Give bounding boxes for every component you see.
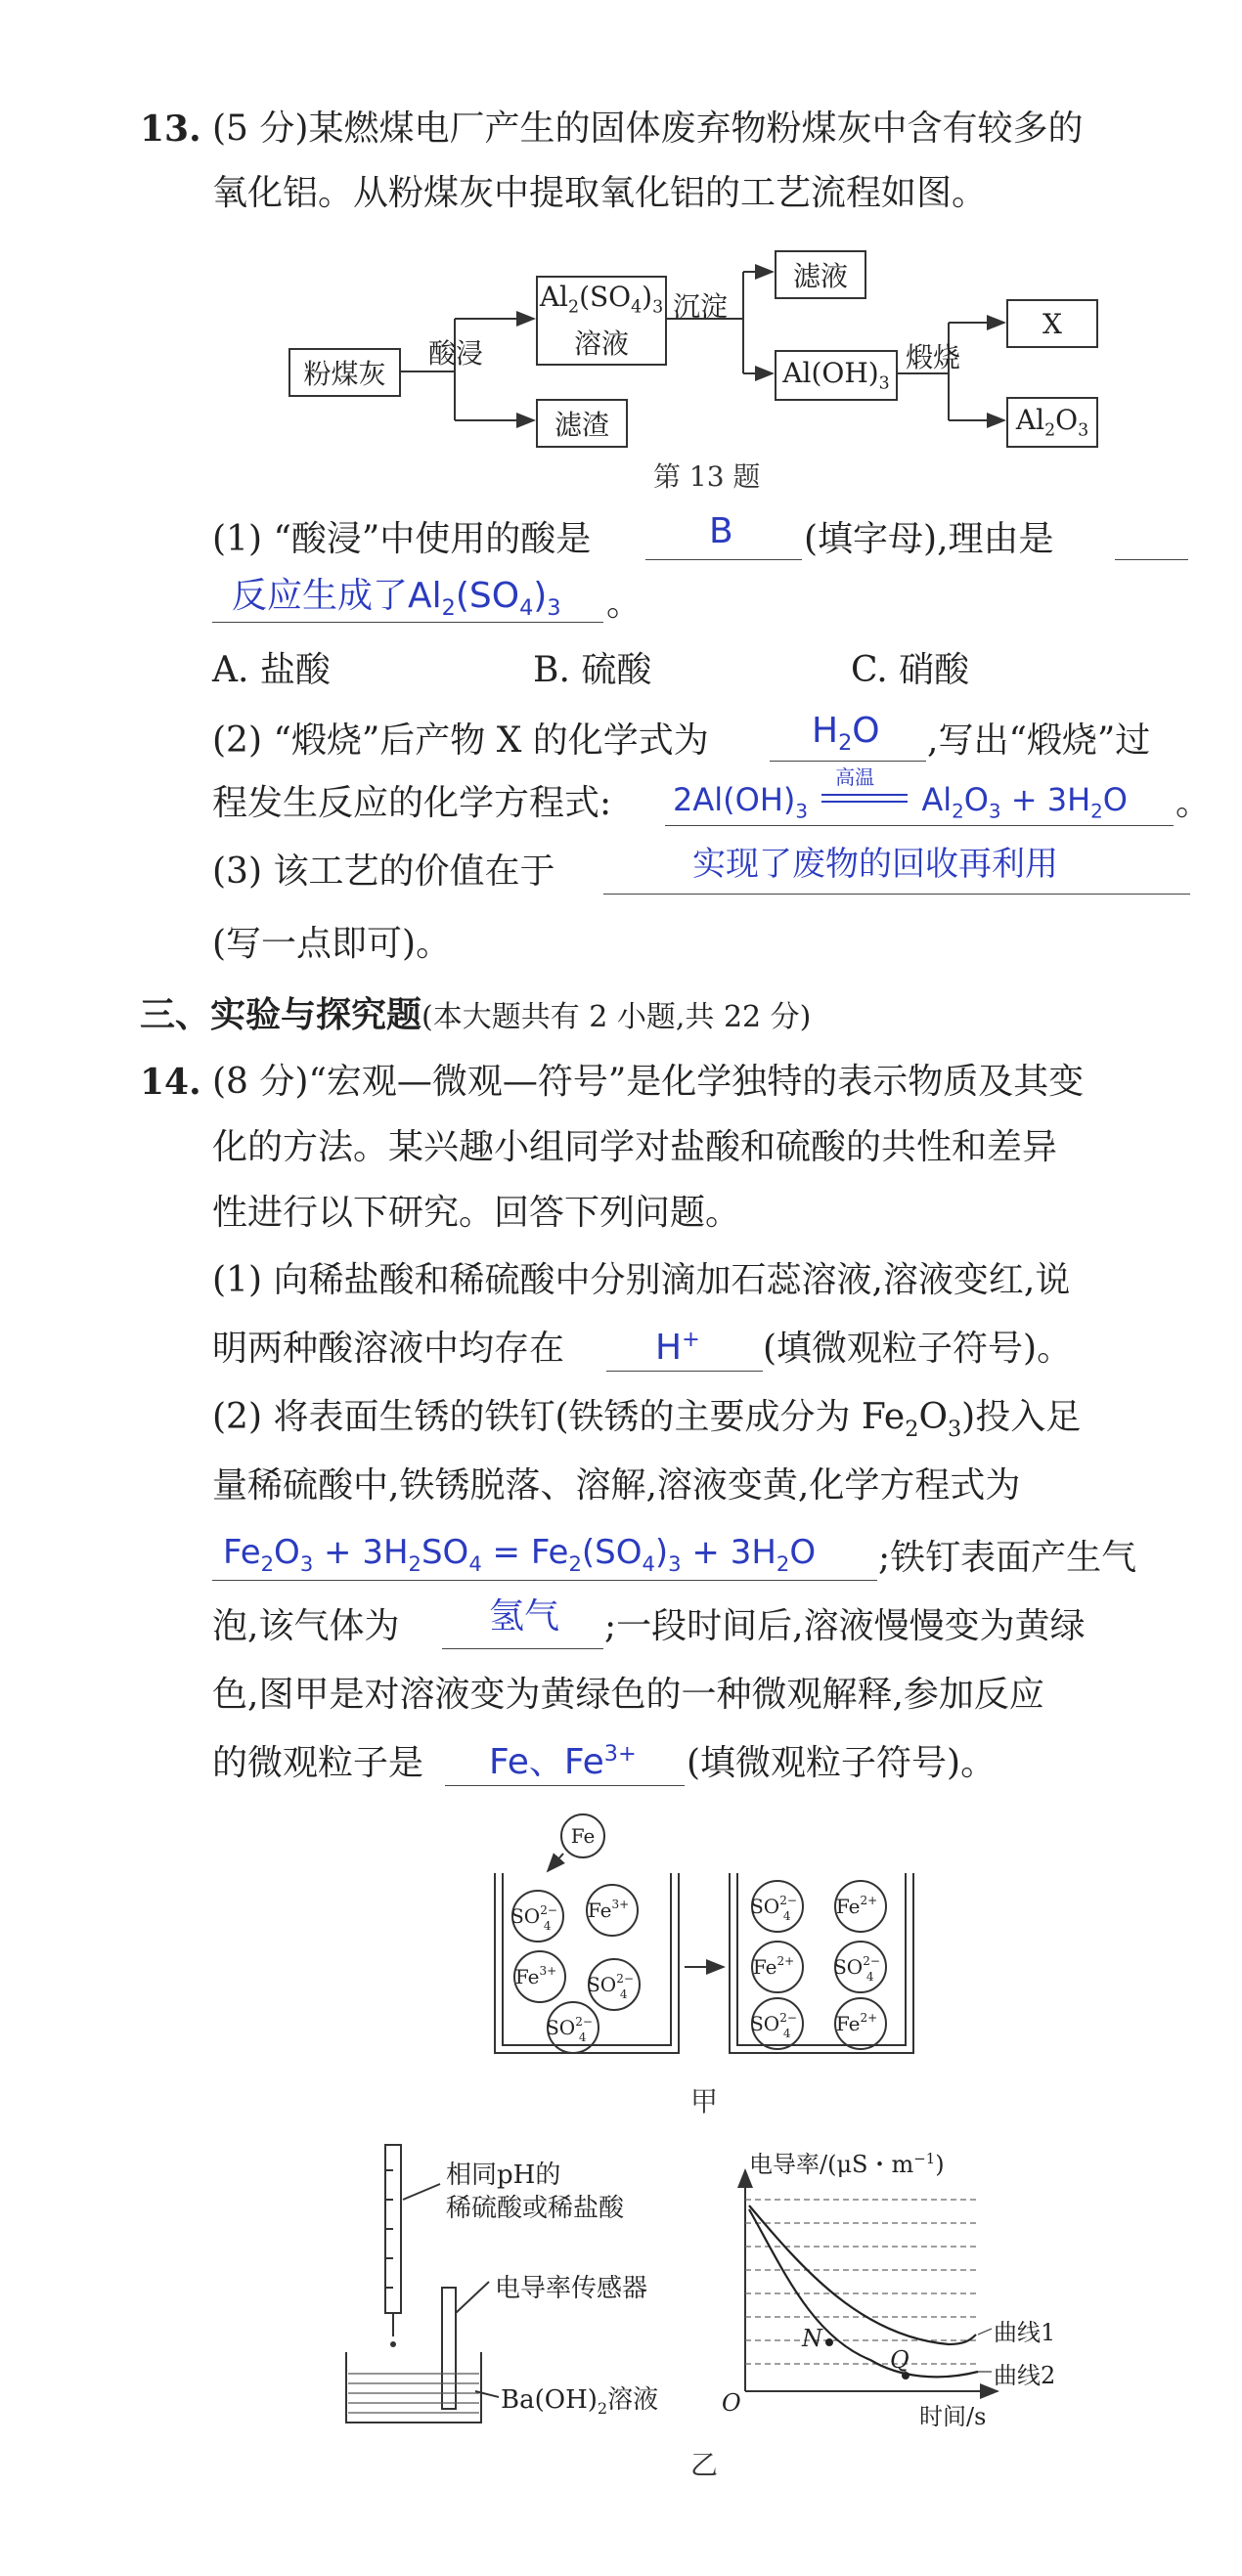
figure-yi-apparatus — [333, 2141, 704, 2434]
q13-p3-prefix: (3) 该工艺的价值在于 — [212, 851, 555, 892]
answer-blank — [442, 1648, 603, 1649]
curve-2-label: 曲线2 — [994, 2362, 1056, 2389]
answer-blank — [1115, 559, 1188, 560]
q13-flowchart — [284, 260, 1115, 469]
label-sensor: 电导率传感器 — [495, 2274, 648, 2303]
q13-p1-end: 。 — [606, 584, 643, 624]
option-c: C. 硝酸 — [851, 650, 970, 690]
formula-al2o3: $Al_2O_3$ — [1015, 404, 1089, 441]
q14-number: 14. — [140, 1062, 201, 1103]
q14-p2-line3-end: ;铁钉表面产生气 — [878, 1538, 1137, 1578]
formula-aloh3: $Al(OH)_3$ — [782, 357, 890, 394]
label-baoh2-solution: $Ba(OH)_2$溶液 — [501, 2385, 659, 2419]
q13-p2-mid: ,写出“煅烧”过 — [927, 720, 1151, 761]
formula-al2so43: $Al_2(SO_4)_3$ — [539, 280, 664, 318]
box-lvzha: 滤渣 — [536, 399, 628, 448]
q14-p2-gas: 氢气 — [489, 1596, 560, 1637]
particle-so4: $SO^{2-}$ 4 — [587, 1972, 634, 2001]
box-fenmeihui: 粉煤灰 — [288, 348, 401, 397]
particle-so4: $SO^{2-}$ 4 — [546, 2015, 593, 2044]
conductivity-graph — [714, 2151, 1086, 2444]
answer-blank — [606, 1371, 763, 1372]
q13-p2-answer-text: H — [812, 711, 839, 751]
curve-1-line — [749, 2205, 976, 2344]
box-al2so43-solution — [536, 276, 667, 366]
particle-so4: $SO^{2-}$ 4 — [750, 1894, 797, 1923]
graph-x-axis-label: 时间/s — [919, 2403, 987, 2430]
particle-so4: $SO^{2-}$ 4 — [510, 1903, 557, 1933]
q13-p2-answer: $H_2O$ — [812, 711, 880, 757]
q13-p2-line2: 程发生反应的化学方程式: — [212, 783, 612, 823]
label-duanshao: 煅烧 — [906, 341, 961, 373]
q13-p2-end: 。 — [1175, 783, 1212, 823]
q14-p1-prefix: 明两种酸溶液中均存在 — [212, 1329, 565, 1369]
figure-jia — [479, 1809, 929, 2073]
curve-1-label: 曲线1 — [994, 2319, 1056, 2346]
q13-p2-equation: $2Al(OH)_3$ 高温 $Al_2O_3 + 3H_2O$ — [673, 765, 1128, 823]
label-chendian: 沉淀 — [673, 290, 729, 323]
q13-line2: 氧化铝。从粉煤灰中提取氧化铝的工艺流程如图。 — [212, 173, 988, 213]
answer-blank — [445, 1785, 685, 1786]
box-lvye: 滤液 — [775, 250, 866, 299]
section3-title: 三、实验与探究题 — [140, 994, 422, 1035]
particle-so4: $SO^{2-}$ 4 — [750, 2011, 797, 2040]
option-a: A. 盐酸 — [212, 650, 331, 690]
q14-p2-line1: (2) 将表面生锈的铁钉(铁锈的主要成分为 $Fe_2O_3$)投入足 — [212, 1397, 1082, 1443]
q14-p2-answer: Fe、$Fe^{3+}$ — [489, 1741, 637, 1782]
q14-p2-line5: 色,图甲是对溶液变为黄绿色的一种微观解释,参加反应 — [212, 1675, 1044, 1715]
section3-note: (本大题共有 2 小题,共 22 分) — [421, 1000, 812, 1034]
answer-blank — [645, 559, 802, 560]
answer-blank — [603, 894, 1190, 895]
q13-p2-prefix: (2) “煅烧”后产物 X 的化学式为 — [212, 720, 709, 761]
q13-p1-mid: (填字母),理由是 — [804, 519, 1054, 559]
box-al2o3 — [1006, 397, 1098, 448]
q14-p1-answer-text: H — [655, 1328, 683, 1368]
graph-y-axis-text: 电导率/(μS・m — [749, 2151, 914, 2178]
condition-gaowen: 高温 — [835, 765, 875, 789]
q14-p2-line4-prefix: 泡,该气体为 — [212, 1606, 400, 1646]
particle-fe3: $Fe^{3+}$ — [514, 1964, 557, 1988]
q14-p1-answer: H+ — [655, 1327, 700, 1368]
particle-fe2: $Fe^{2+}$ — [835, 2011, 878, 2035]
q14-p2-line1-text: (2) 将表面生锈的铁钉(铁锈的主要成分为 Fe — [212, 1397, 906, 1437]
equation-line — [821, 794, 908, 796]
q13-p1-prefix: (1) “酸浸”中使用的酸是 — [212, 519, 592, 559]
q14-line3: 性进行以下研究。回答下列问题。 — [212, 1193, 741, 1233]
q13-caption: 第 13 题 — [653, 460, 761, 493]
option-b: B. 硫酸 — [533, 650, 652, 690]
q14-p2-line2: 量稀硫酸中,铁锈脱落、溶解,溶液变黄,化学方程式为 — [212, 1465, 1021, 1506]
equation-line — [821, 801, 908, 803]
q13-p3-answer: 实现了废物的回收再利用 — [692, 845, 1058, 884]
label-acid-line1: 相同pH的 — [446, 2161, 561, 2190]
beakers-diagram — [479, 1809, 929, 2073]
point-q-label: Q — [890, 2346, 909, 2374]
point-n-dot — [825, 2338, 833, 2346]
q13-p1-reason: 反应生成了$Al_2(SO_4)_3$ — [232, 576, 561, 622]
q13-p1-reason-text: 反应生成了Al — [232, 576, 442, 616]
graph-origin: O — [722, 2389, 741, 2417]
point-n-label: N — [802, 2325, 822, 2352]
particle-fe2: $Fe^{2+}$ — [835, 1894, 878, 1918]
q14-p2-line6-prefix: 的微观粒子是 — [212, 1743, 424, 1783]
box-aloh3 — [775, 350, 898, 401]
equation-condition — [818, 765, 911, 811]
section3-heading — [140, 993, 811, 1039]
q14-p1-end: (填微观粒子符号)。 — [763, 1329, 1073, 1369]
label-acid-line2: 稀硫酸或稀盐酸 — [446, 2194, 625, 2223]
q13-number: 13. — [140, 109, 201, 150]
figure-yi-graph — [714, 2151, 1086, 2444]
q14-p2-answer-text: Fe、Fe — [489, 1742, 604, 1782]
q13-p1-answer: B — [709, 511, 733, 551]
figure-jia-label: 甲 — [690, 2085, 719, 2118]
label-baoh2-solution-text: 溶液 — [607, 2385, 659, 2415]
box-rongye-label: 溶液 — [573, 327, 629, 361]
particle-fe2: $Fe^{2+}$ — [752, 1954, 795, 1979]
q14-line2: 化的方法。某兴趣小组同学对盐酸和硫酸的共性和差异 — [212, 1127, 1058, 1167]
q14-p2-line6-end: (填微观粒子符号)。 — [687, 1743, 997, 1783]
q14-p2-line4-end: ;一段时间后,溶液慢慢变为黄绿 — [604, 1606, 1086, 1646]
graph-y-axis-label: 电导率/(μS・$m^{-1}$) — [749, 2150, 945, 2178]
q13-p3-line2: (写一点即可)。 — [212, 924, 452, 964]
particle-so4: $SO^{2-}$ 4 — [833, 1954, 880, 1984]
particle-fe: Fe — [570, 1824, 596, 1848]
q14-p2-line1-end: )投入足 — [961, 1397, 1082, 1437]
q14-p1-line1: (1) 向稀盐酸和稀硫酸中分别滴加石蕊溶液,溶液变红,说 — [212, 1260, 1071, 1300]
q13-line1: (5 分)某燃煤电厂产生的固体废弃物粉煤灰中含有较多的 — [212, 109, 1084, 149]
figure-yi-label: 乙 — [690, 2449, 719, 2481]
label-acid — [446, 2159, 624, 2225]
box-x: X — [1006, 299, 1098, 348]
q14-p2-equation: $Fe_2O_3 + 3H_2SO_4 = Fe_2(SO_4)_3 + 3H_2O$ — [223, 1533, 817, 1576]
label-suanjin: 酸浸 — [428, 337, 484, 370]
particle-fe3: $Fe^{3+}$ — [587, 1898, 630, 1922]
q14-line1: (8 分)“宏观—微观—符号”是化学独特的表示物质及其变 — [212, 1062, 1085, 1102]
